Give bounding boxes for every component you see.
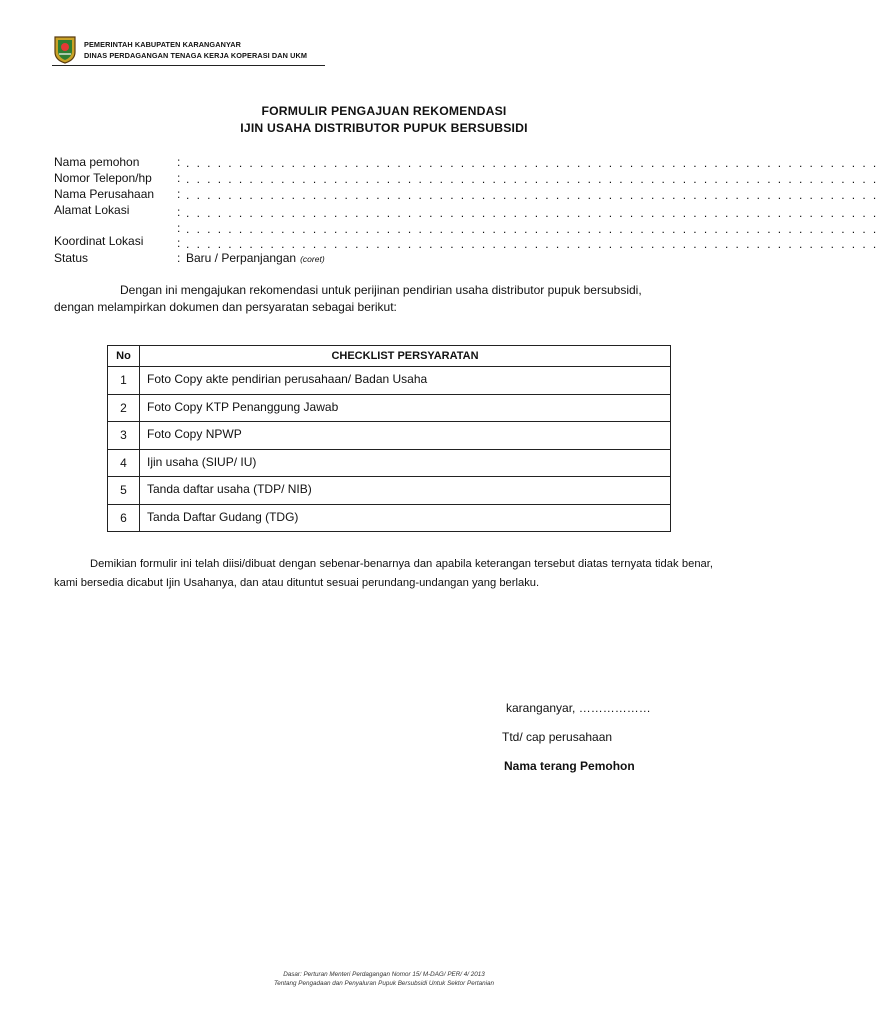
field-colon: : bbox=[177, 221, 181, 235]
row-number: 3 bbox=[108, 422, 140, 450]
letterhead-divider bbox=[52, 65, 325, 66]
table-header-row bbox=[108, 346, 671, 367]
letterhead-line-1: PEMERINTAH KABUPATEN KARANGANYAR bbox=[84, 40, 241, 49]
row-item: Tanda Daftar Gudang (TDG) bbox=[140, 504, 671, 532]
regency-emblem-icon bbox=[52, 34, 78, 64]
status-note: (coret) bbox=[300, 254, 325, 264]
form-title-line-2: IJIN USAHA DISTRIBUTOR PUPUK BERSUBSIDI bbox=[240, 121, 528, 135]
row-item: Ijin usaha (SIUP/ IU) bbox=[140, 449, 671, 477]
status-options[interactable] bbox=[186, 251, 325, 265]
field-label-koordinat-lokasi: Koordinat Lokasi bbox=[54, 234, 144, 248]
place-date: karanganyar, ……………… bbox=[506, 701, 651, 715]
row-item: Tanda daftar usaha (TDP/ NIB) bbox=[140, 477, 671, 505]
row-item: Foto Copy KTP Penanggung Jawab bbox=[140, 394, 671, 422]
field-colon: : bbox=[177, 155, 181, 169]
field-label-status: Status bbox=[54, 251, 89, 265]
row-number: 1 bbox=[108, 367, 140, 395]
status-value: Baru / Perpanjangan bbox=[186, 251, 297, 265]
field-blank-nama-pemohon[interactable]: . . . . . . . . . . . . . . . . . . . . . . . . . . . . . . . . . . . . . . . . . . . . . . . . . . . . . . . . . . . . . . . . . . bbox=[186, 156, 878, 170]
row-item: Foto Copy akte pendirian perusahaan/ Badan Usaha bbox=[140, 367, 671, 395]
table-row bbox=[108, 422, 671, 450]
row-number: 5 bbox=[108, 477, 140, 505]
intro-line-1: Dengan ini mengajukan rekomendasi untuk perijinan pendirian usaha distributor pupuk bersubsidi, bbox=[120, 283, 642, 297]
table-row bbox=[108, 367, 671, 395]
stamp-label: Ttd/ cap perusahaan bbox=[502, 730, 613, 744]
field-label-nama-perusahaan: Nama Perusahaan bbox=[54, 187, 155, 201]
field-blank-alamat-lokasi[interactable]: . . . . . . . . . . . . . . . . . . . . . . . . . . . . . . . . . . . . . . . . . . . . . . . . . . . . . . . . . . . . . . . . . . bbox=[186, 206, 878, 220]
form-title-line-1: FORMULIR PENGAJUAN REKOMENDASI bbox=[261, 104, 507, 118]
table-header-item: CHECKLIST PERSYARATAN bbox=[140, 346, 671, 367]
row-number: 4 bbox=[108, 449, 140, 477]
field-colon: : bbox=[177, 251, 181, 265]
footer-basis-line-2: Tentang Pengadaan dan Penyaluran Pupuk Bersubsidi Untuk Sektor Pertanian bbox=[274, 980, 494, 987]
table-row bbox=[108, 477, 671, 505]
field-label-alamat-lokasi: Alamat Lokasi bbox=[54, 203, 130, 217]
letterhead-line-2: DINAS PERDAGANGAN TENAGA KERJA KOPERASI DAN UKM bbox=[84, 50, 308, 60]
letterhead bbox=[84, 40, 307, 61]
field-blank-nama-perusahaan[interactable]: . . . . . . . . . . . . . . . . . . . . . . . . . . . . . . . . . . . . . . . . . . . . . . . . . . . . . . . . . . . . . . . . . . bbox=[186, 188, 878, 202]
table-row bbox=[108, 504, 671, 532]
applicant-name-label: Nama terang Pemohon bbox=[504, 759, 635, 773]
field-blank-alamat-lokasi-2[interactable]: . . . . . . . . . . . . . . . . . . . . . . . . . . . . . . . . . . . . . . . . . . . . . . . . . . . . . . . . . . . . . . . . . . bbox=[186, 222, 878, 236]
field-colon: : bbox=[177, 187, 181, 201]
intro-line-2: dengan melampirkan dokumen dan persyaratan sebagai berikut: bbox=[54, 300, 397, 314]
field-label-nama-pemohon: Nama pemohon bbox=[54, 155, 140, 169]
field-label-nomor-telepon: Nomor Telepon/hp bbox=[54, 171, 152, 185]
field-blank-koordinat-lokasi[interactable]: . . . . . . . . . . . . . . . . . . . . . . . . . . . . . . . . . . . . . . . . . . . . . . . . . . . . . . . . . . . . . . . . . . bbox=[186, 237, 878, 251]
table-header-no: No bbox=[108, 346, 140, 367]
field-colon: : bbox=[177, 236, 181, 250]
row-number: 2 bbox=[108, 394, 140, 422]
field-colon: : bbox=[177, 171, 181, 185]
row-number: 6 bbox=[108, 504, 140, 532]
checklist-table bbox=[107, 345, 671, 532]
field-colon: : bbox=[177, 205, 181, 219]
field-blank-nomor-telepon[interactable]: . . . . . . . . . . . . . . . . . . . . . . . . . . . . . . . . . . . . . . . . . . . . . . . . . . . . . . . . . . . . . . . . . . bbox=[186, 172, 878, 186]
footer-basis-line-1: Dasar: Perturan Menteri Perdagangan Nomor 15/ M-DAG/ PER/ 4/ 2013 bbox=[283, 971, 485, 978]
intro-paragraph bbox=[54, 282, 714, 316]
closing-paragraph: Demikian formulir ini telah diisi/dibuat dengan sebenar-benarnya dan apabila keterangan tersebut diatas ternyata tidak benar, kami bersedia dicabut Ijin Usahanya, dan atau dituntut sesuai perundang-undangan yang berlaku. bbox=[54, 558, 713, 589]
table-row bbox=[108, 449, 671, 477]
table-row bbox=[108, 394, 671, 422]
row-item: Foto Copy NPWP bbox=[140, 422, 671, 450]
